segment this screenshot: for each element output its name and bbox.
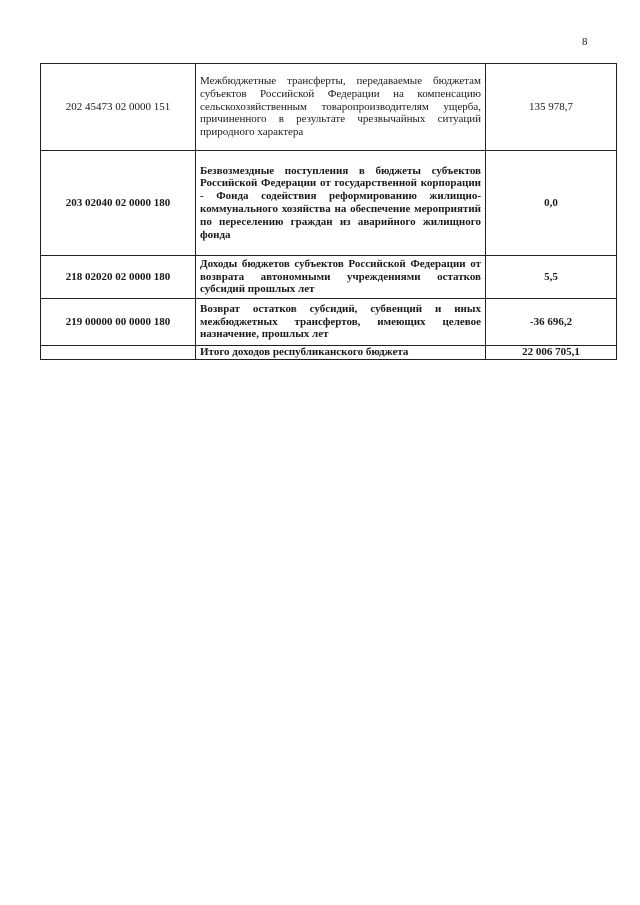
revenue-name-cell: Доходы бюджетов субъектов Российской Федерации от возврата автономными учреждениями остатков субсидий прошлых лет bbox=[196, 256, 486, 299]
budget-code-cell: 203 02040 02 0000 180 bbox=[41, 151, 196, 256]
amount-cell: 0,0 bbox=[486, 151, 617, 256]
amount-cell: -36 696,2 bbox=[486, 299, 617, 346]
page-number: 8 bbox=[582, 36, 588, 48]
total-row bbox=[41, 346, 617, 360]
total-amount: 22 006 705,1 bbox=[486, 346, 617, 360]
table-row bbox=[41, 299, 617, 346]
budget-code-cell: 219 00000 00 0000 180 bbox=[41, 299, 196, 346]
amount-cell: 5,5 bbox=[486, 256, 617, 299]
budget-code-cell: 202 45473 02 0000 151 bbox=[41, 64, 196, 151]
total-code-cell bbox=[41, 346, 196, 360]
table-row bbox=[41, 256, 617, 299]
revenue-table bbox=[40, 63, 617, 360]
budget-code-cell: 218 02020 02 0000 180 bbox=[41, 256, 196, 299]
table-row bbox=[41, 64, 617, 151]
total-label: Итого доходов республиканского бюджета bbox=[196, 346, 486, 360]
revenue-name-cell: Безвозмездные поступления в бюджеты субъектов Российской Федерации от государственной корпорации - Фонда содействия реформированию жилищно-коммунального хозяйства на обеспечение мероприятий по переселению граждан из аварийного жилищного фонда bbox=[196, 151, 486, 256]
table-row bbox=[41, 151, 617, 256]
amount-cell: 135 978,7 bbox=[486, 64, 617, 151]
revenue-name-cell: Возврат остатков субсидий, субвенций и иных межбюджетных трансфертов, имеющих целевое назначение, прошлых лет bbox=[196, 299, 486, 346]
revenue-name-cell: Межбюджетные трансферты, передаваемые бюджетам субъектов Российской Федерации на компенсацию сельскохозяйственным товаропроизводителям ущерба, причиненного в результате чрезвычайных ситуаций природного характера bbox=[196, 64, 486, 151]
